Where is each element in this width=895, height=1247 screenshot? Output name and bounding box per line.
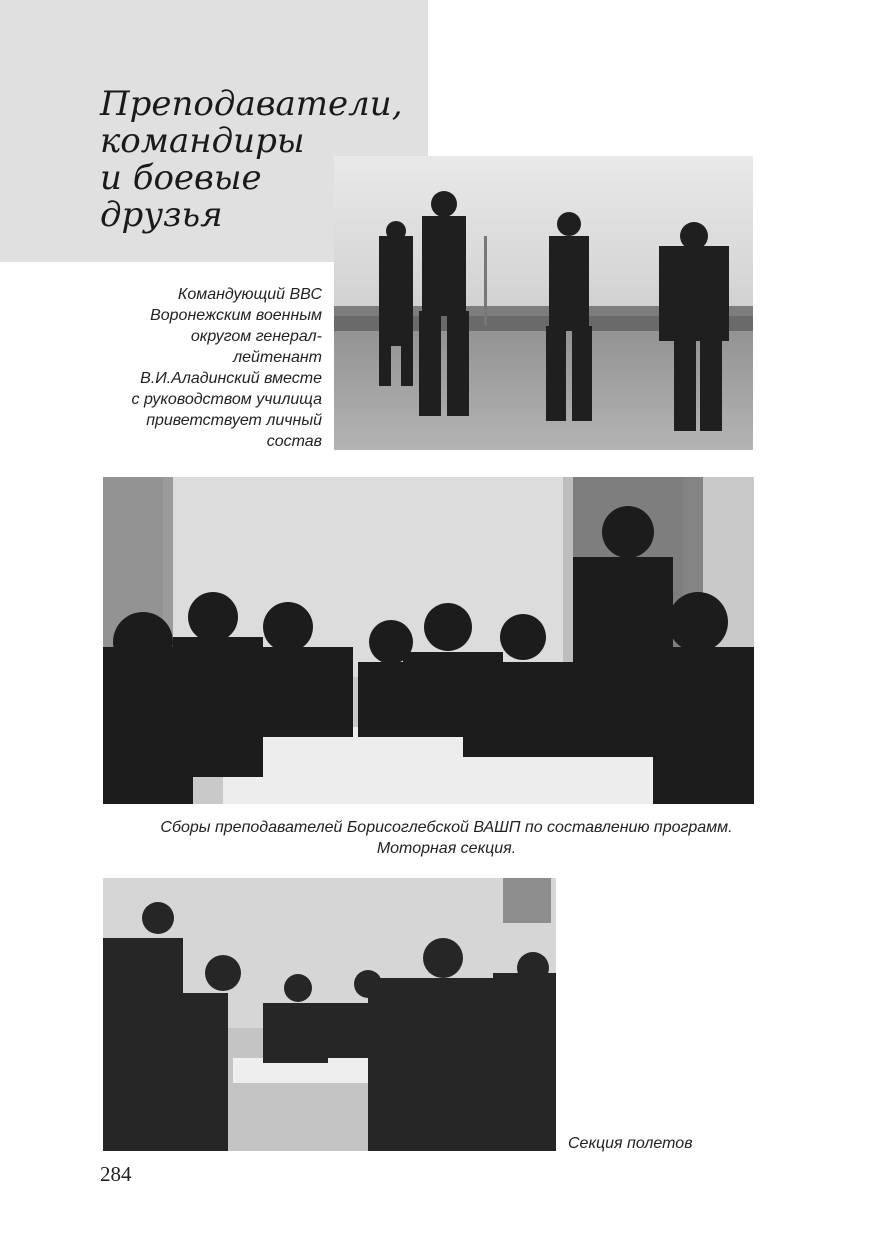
photo-salute-parade — [334, 156, 753, 450]
caption-line: Сборы преподавателей Борисоглебской ВАШП по составлению программ. — [160, 819, 733, 836]
caption-line: состав — [266, 433, 322, 450]
caption-photo-3: Секция полетов — [568, 1135, 693, 1152]
title-line: Преподаватели, — [100, 84, 403, 124]
photo-flight-section — [103, 878, 556, 1151]
page-number: 284 — [100, 1162, 132, 1186]
title-line: друзья — [100, 195, 223, 235]
title-line: и боевые — [100, 158, 262, 198]
caption-line: Моторная секция. — [376, 840, 517, 857]
title-line: командиры — [100, 121, 305, 161]
caption-line: лейтенант — [233, 349, 322, 366]
caption-line: с руководством училища — [131, 391, 322, 408]
caption-line: Воронежским военным — [150, 307, 322, 324]
caption-line: Командующий ВВС — [177, 286, 322, 303]
caption-photo-2 — [100, 817, 793, 859]
caption-photo-1 — [100, 284, 322, 452]
caption-line: приветствует личный — [146, 412, 322, 429]
caption-line: В.И.Аладинский вместе — [140, 370, 322, 387]
photo-meeting-motor-section — [103, 477, 754, 804]
caption-line: округом генерал- — [190, 328, 322, 345]
